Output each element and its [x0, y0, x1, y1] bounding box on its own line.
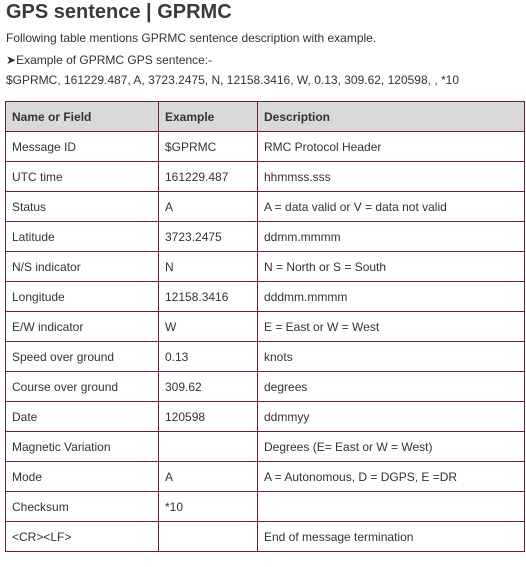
table-row — [6, 192, 525, 222]
header-name-field: Name or Field — [6, 102, 159, 132]
cell-description: Degrees (E= East or W = West) — [258, 432, 525, 462]
cell-example: 161229.487 — [159, 162, 258, 192]
cell-example: W — [159, 312, 258, 342]
table-row — [6, 432, 525, 462]
page-title: GPS sentence | GPRMC — [6, 1, 232, 23]
cell-description: ddmm.mmmm — [258, 222, 525, 252]
gprmc-table — [5, 101, 525, 552]
cell-description: hhmmss.sss — [258, 162, 525, 192]
table-row — [6, 342, 525, 372]
cell-example — [159, 432, 258, 462]
cell-example: 309.62 — [159, 372, 258, 402]
example-label-text: Example of GPRMC GPS sentence:- — [16, 53, 213, 67]
table-row — [6, 162, 525, 192]
arrow-bullet-icon: ➤ — [6, 53, 17, 67]
cell-name: Course over ground — [6, 372, 159, 402]
cell-name: Message ID — [6, 132, 159, 162]
table-row — [6, 222, 525, 252]
cell-example: A — [159, 462, 258, 492]
cell-name: Longitude — [6, 282, 159, 312]
example-sentence: $GPRMC, 161229.487, A, 3723.2475, N, 12158.3416, W, 0.13, 309.62, 120598, , *10 — [6, 73, 459, 87]
table-body — [6, 132, 525, 552]
cell-example — [159, 522, 258, 552]
header-example: Example — [159, 102, 258, 132]
intro-text: Following table mentions GPRMC sentence description with example. — [6, 31, 377, 45]
cell-name: Status — [6, 192, 159, 222]
cell-example: 0.13 — [159, 342, 258, 372]
table-row — [6, 312, 525, 342]
cell-name: Checksum — [6, 492, 159, 522]
cell-example: A — [159, 192, 258, 222]
example-label — [6, 53, 212, 67]
cell-name: E/W indicator — [6, 312, 159, 342]
cell-description — [258, 492, 525, 522]
cell-name: Date — [6, 402, 159, 432]
table-row — [6, 462, 525, 492]
cell-example: $GPRMC — [159, 132, 258, 162]
cell-example: *10 — [159, 492, 258, 522]
table-row — [6, 372, 525, 402]
header-description: Description — [258, 102, 525, 132]
table-row — [6, 282, 525, 312]
cell-example: 120598 — [159, 402, 258, 432]
table-header-row — [6, 102, 525, 132]
cell-description: E = East or W = West — [258, 312, 525, 342]
cell-example: 12158.3416 — [159, 282, 258, 312]
table-row — [6, 492, 525, 522]
cell-description: N = North or S = South — [258, 252, 525, 282]
cell-description: ddmmyy — [258, 402, 525, 432]
table-row — [6, 132, 525, 162]
cell-description: A = Autonomous, D = DGPS, E =DR — [258, 462, 525, 492]
table-row — [6, 252, 525, 282]
cell-name: Latitude — [6, 222, 159, 252]
table-row — [6, 522, 525, 552]
cell-description: A = data valid or V = data not valid — [258, 192, 525, 222]
table-row — [6, 402, 525, 432]
cell-name: N/S indicator — [6, 252, 159, 282]
cell-example: 3723.2475 — [159, 222, 258, 252]
cell-description: knots — [258, 342, 525, 372]
cell-name: Mode — [6, 462, 159, 492]
cell-example: N — [159, 252, 258, 282]
cell-description: dddmm.mmmm — [258, 282, 525, 312]
cell-description: RMC Protocol Header — [258, 132, 525, 162]
cell-name: Speed over ground — [6, 342, 159, 372]
cell-description: End of message termination — [258, 522, 525, 552]
cell-name: UTC time — [6, 162, 159, 192]
cell-description: degrees — [258, 372, 525, 402]
cell-name: Magnetic Variation — [6, 432, 159, 462]
cell-name: <CR><LF> — [6, 522, 159, 552]
